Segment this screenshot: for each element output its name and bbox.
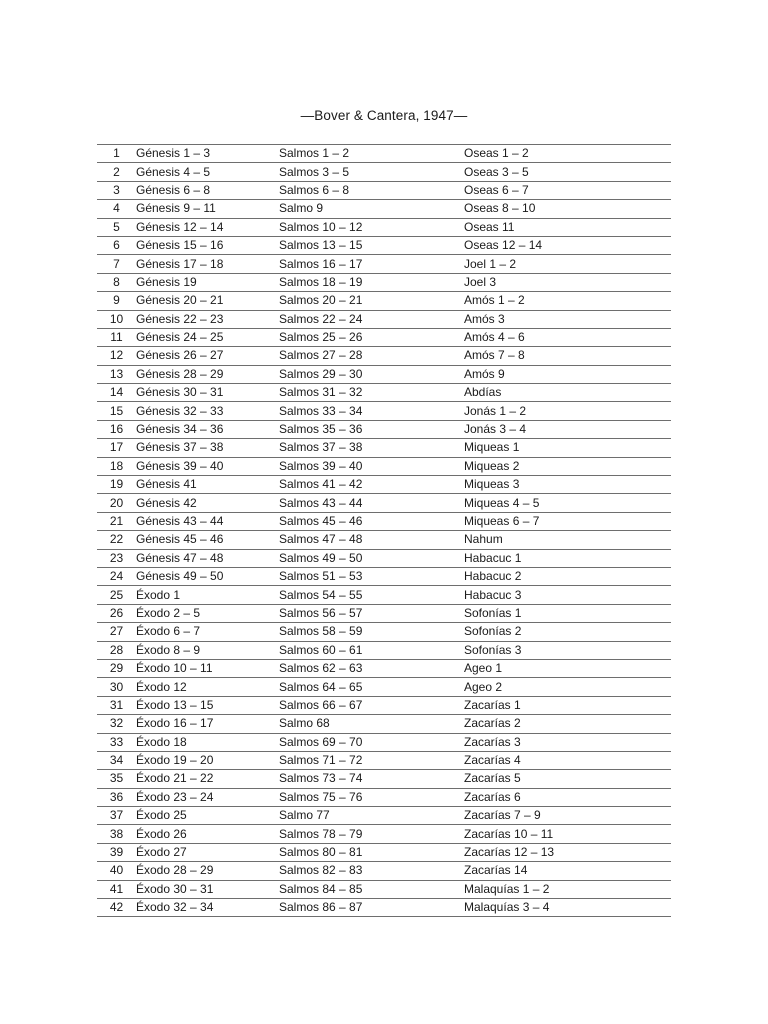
day-number-cell: 42 [97,899,136,917]
day-number-cell: 7 [97,255,136,273]
reading-column-2-cell: Salmos 71 – 72 [279,751,464,769]
day-number-cell: 21 [97,512,136,530]
reading-column-3-cell: Sofonías 2 [464,623,671,641]
reading-column-3-cell: Zacarías 12 – 13 [464,843,671,861]
reading-column-1-cell: Éxodo 2 – 5 [136,604,279,622]
reading-column-3-cell: Habacuc 2 [464,567,671,585]
day-number-cell: 4 [97,200,136,218]
reading-column-3-cell: Oseas 8 – 10 [464,200,671,218]
reading-column-3-cell: Zacarías 2 [464,715,671,733]
reading-column-2-cell: Salmos 45 – 46 [279,512,464,530]
reading-column-2-cell: Salmos 25 – 26 [279,328,464,346]
reading-column-3-cell: Zacarías 4 [464,751,671,769]
table-row [97,347,671,365]
day-number-cell: 17 [97,439,136,457]
reading-column-2-cell: Salmos 84 – 85 [279,880,464,898]
day-number-cell: 8 [97,273,136,291]
day-number-cell: 38 [97,825,136,843]
table-row [97,476,671,494]
reading-column-1-cell: Génesis 6 – 8 [136,181,279,199]
reading-column-3-cell: Zacarías 5 [464,770,671,788]
table-row [97,365,671,383]
reading-column-3-cell: Zacarías 1 [464,696,671,714]
reading-column-3-cell: Oseas 6 – 7 [464,181,671,199]
day-number-cell: 41 [97,880,136,898]
table-row [97,549,671,567]
table-row [97,512,671,530]
day-number-cell: 3 [97,181,136,199]
reading-column-1-cell: Éxodo 19 – 20 [136,751,279,769]
day-number-cell: 30 [97,678,136,696]
day-number-cell: 27 [97,623,136,641]
day-number-cell: 13 [97,365,136,383]
day-number-cell: 18 [97,457,136,475]
table-row [97,328,671,346]
reading-column-3-cell: Zacarías 10 – 11 [464,825,671,843]
reading-column-2-cell: Salmo 77 [279,807,464,825]
reading-column-2-cell: Salmos 66 – 67 [279,696,464,714]
reading-column-2-cell: Salmos 60 – 61 [279,641,464,659]
page-title: —Bover & Cantera, 1947— [300,108,468,123]
table-row [97,696,671,714]
reading-column-3-cell: Ageo 2 [464,678,671,696]
day-number-cell: 40 [97,862,136,880]
reading-column-3-cell: Amós 7 – 8 [464,347,671,365]
table-row [97,733,671,751]
reading-column-2-cell: Salmos 49 – 50 [279,549,464,567]
table-row [97,236,671,254]
day-number-cell: 1 [97,145,136,163]
reading-column-1-cell: Génesis 37 – 38 [136,439,279,457]
reading-column-3-cell: Abdías [464,384,671,402]
reading-column-3-cell: Ageo 1 [464,659,671,677]
day-number-cell: 12 [97,347,136,365]
reading-column-3-cell: Oseas 11 [464,218,671,236]
table-row [97,751,671,769]
table-row [97,181,671,199]
reading-column-3-cell: Miqueas 4 – 5 [464,494,671,512]
reading-column-3-cell: Joel 1 – 2 [464,255,671,273]
reading-column-1-cell: Génesis 43 – 44 [136,512,279,530]
reading-column-2-cell: Salmos 58 – 59 [279,623,464,641]
reading-column-3-cell: Malaquías 3 – 4 [464,899,671,917]
table-row [97,494,671,512]
reading-column-3-cell: Oseas 3 – 5 [464,163,671,181]
reading-column-3-cell: Amós 3 [464,310,671,328]
reading-column-1-cell: Génesis 47 – 48 [136,549,279,567]
reading-column-3-cell: Oseas 12 – 14 [464,236,671,254]
reading-column-1-cell: Génesis 24 – 25 [136,328,279,346]
table-row [97,439,671,457]
day-number-cell: 19 [97,476,136,494]
table-row [97,641,671,659]
reading-column-3-cell: Amós 4 – 6 [464,328,671,346]
reading-column-1-cell: Éxodo 1 [136,586,279,604]
reading-column-2-cell: Salmos 54 – 55 [279,586,464,604]
reading-column-1-cell: Génesis 4 – 5 [136,163,279,181]
reading-column-2-cell: Salmos 1 – 2 [279,145,464,163]
reading-column-1-cell: Éxodo 8 – 9 [136,641,279,659]
reading-column-3-cell: Zacarías 6 [464,788,671,806]
reading-column-1-cell: Génesis 26 – 27 [136,347,279,365]
day-number-cell: 37 [97,807,136,825]
reading-column-3-cell: Malaquías 1 – 2 [464,880,671,898]
reading-column-1-cell: Génesis 28 – 29 [136,365,279,383]
reading-column-2-cell: Salmos 29 – 30 [279,365,464,383]
reading-column-3-cell: Amós 1 – 2 [464,292,671,310]
reading-column-1-cell: Éxodo 26 [136,825,279,843]
day-number-cell: 9 [97,292,136,310]
reading-column-2-cell: Salmo 68 [279,715,464,733]
reading-column-1-cell: Génesis 20 – 21 [136,292,279,310]
reading-column-2-cell: Salmos 39 – 40 [279,457,464,475]
table-row [97,273,671,291]
reading-column-1-cell: Génesis 17 – 18 [136,255,279,273]
reading-column-2-cell: Salmos 33 – 34 [279,402,464,420]
table-row [97,402,671,420]
reading-column-1-cell: Génesis 49 – 50 [136,567,279,585]
reading-column-3-cell: Joel 3 [464,273,671,291]
reading-column-1-cell: Éxodo 25 [136,807,279,825]
reading-column-3-cell: Zacarías 3 [464,733,671,751]
reading-column-2-cell: Salmos 22 – 24 [279,310,464,328]
table-row [97,292,671,310]
table-row [97,457,671,475]
reading-column-1-cell: Éxodo 6 – 7 [136,623,279,641]
reading-column-1-cell: Génesis 12 – 14 [136,218,279,236]
reading-column-1-cell: Éxodo 30 – 31 [136,880,279,898]
day-number-cell: 31 [97,696,136,714]
day-number-cell: 6 [97,236,136,254]
table-row [97,843,671,861]
reading-column-2-cell: Salmos 16 – 17 [279,255,464,273]
reading-column-1-cell: Éxodo 32 – 34 [136,899,279,917]
table-row [97,659,671,677]
reading-column-1-cell: Génesis 34 – 36 [136,420,279,438]
table-row [97,715,671,733]
reading-column-2-cell: Salmos 20 – 21 [279,292,464,310]
day-number-cell: 23 [97,549,136,567]
reading-column-1-cell: Génesis 1 – 3 [136,145,279,163]
table-row [97,200,671,218]
reading-column-1-cell: Éxodo 18 [136,733,279,751]
reading-column-2-cell: Salmos 80 – 81 [279,843,464,861]
reading-column-2-cell: Salmos 82 – 83 [279,862,464,880]
day-number-cell: 10 [97,310,136,328]
reading-column-1-cell: Génesis 42 [136,494,279,512]
day-number-cell: 36 [97,788,136,806]
table-row [97,807,671,825]
reading-column-3-cell: Amós 9 [464,365,671,383]
reading-column-2-cell: Salmos 75 – 76 [279,788,464,806]
reading-column-1-cell: Génesis 19 [136,273,279,291]
reading-column-3-cell: Miqueas 1 [464,439,671,457]
table-row [97,384,671,402]
day-number-cell: 22 [97,531,136,549]
reading-column-2-cell: Salmos 10 – 12 [279,218,464,236]
table-row [97,586,671,604]
reading-column-3-cell: Jonás 3 – 4 [464,420,671,438]
table-row [97,899,671,917]
table-row [97,788,671,806]
reading-column-2-cell: Salmos 31 – 32 [279,384,464,402]
day-number-cell: 26 [97,604,136,622]
reading-column-2-cell: Salmos 41 – 42 [279,476,464,494]
table-row [97,880,671,898]
table-row [97,623,671,641]
reading-column-3-cell: Miqueas 3 [464,476,671,494]
reading-plan-table-body [97,145,671,917]
reading-column-3-cell: Habacuc 3 [464,586,671,604]
reading-column-1-cell: Génesis 39 – 40 [136,457,279,475]
reading-column-1-cell: Génesis 32 – 33 [136,402,279,420]
reading-column-2-cell: Salmos 43 – 44 [279,494,464,512]
day-number-cell: 20 [97,494,136,512]
day-number-cell: 5 [97,218,136,236]
table-row [97,163,671,181]
day-number-cell: 29 [97,659,136,677]
reading-column-3-cell: Sofonías 3 [464,641,671,659]
day-number-cell: 34 [97,751,136,769]
reading-column-3-cell: Zacarías 7 – 9 [464,807,671,825]
reading-column-3-cell: Sofonías 1 [464,604,671,622]
table-row [97,145,671,163]
table-row [97,678,671,696]
reading-column-2-cell: Salmos 47 – 48 [279,531,464,549]
reading-column-2-cell: Salmos 6 – 8 [279,181,464,199]
reading-column-3-cell: Nahum [464,531,671,549]
reading-column-2-cell: Salmo 9 [279,200,464,218]
reading-column-1-cell: Génesis 30 – 31 [136,384,279,402]
day-number-cell: 33 [97,733,136,751]
reading-column-3-cell: Habacuc 1 [464,549,671,567]
table-row [97,825,671,843]
reading-column-2-cell: Salmos 73 – 74 [279,770,464,788]
day-number-cell: 15 [97,402,136,420]
day-number-cell: 24 [97,567,136,585]
reading-column-1-cell: Génesis 9 – 11 [136,200,279,218]
reading-plan-table [97,144,671,917]
reading-column-2-cell: Salmos 78 – 79 [279,825,464,843]
reading-column-2-cell: Salmos 35 – 36 [279,420,464,438]
table-row [97,310,671,328]
table-row [97,604,671,622]
day-number-cell: 14 [97,384,136,402]
table-row [97,218,671,236]
reading-column-2-cell: Salmos 69 – 70 [279,733,464,751]
reading-column-1-cell: Éxodo 28 – 29 [136,862,279,880]
reading-column-2-cell: Salmos 18 – 19 [279,273,464,291]
table-row [97,420,671,438]
day-number-cell: 35 [97,770,136,788]
reading-column-3-cell: Jonás 1 – 2 [464,402,671,420]
reading-column-2-cell: Salmos 13 – 15 [279,236,464,254]
reading-column-1-cell: Éxodo 13 – 15 [136,696,279,714]
reading-column-1-cell: Génesis 41 [136,476,279,494]
reading-column-1-cell: Génesis 22 – 23 [136,310,279,328]
day-number-cell: 16 [97,420,136,438]
reading-column-1-cell: Génesis 15 – 16 [136,236,279,254]
reading-column-3-cell: Miqueas 2 [464,457,671,475]
reading-column-3-cell: Miqueas 6 – 7 [464,512,671,530]
reading-column-3-cell: Zacarías 14 [464,862,671,880]
day-number-cell: 2 [97,163,136,181]
table-row [97,567,671,585]
reading-column-3-cell: Oseas 1 – 2 [464,145,671,163]
day-number-cell: 11 [97,328,136,346]
reading-column-2-cell: Salmos 86 – 87 [279,899,464,917]
reading-column-1-cell: Éxodo 16 – 17 [136,715,279,733]
reading-column-1-cell: Génesis 45 – 46 [136,531,279,549]
reading-column-1-cell: Éxodo 23 – 24 [136,788,279,806]
day-number-cell: 39 [97,843,136,861]
table-row [97,862,671,880]
table-row [97,770,671,788]
reading-column-2-cell: Salmos 37 – 38 [279,439,464,457]
reading-column-2-cell: Salmos 62 – 63 [279,659,464,677]
reading-column-1-cell: Éxodo 21 – 22 [136,770,279,788]
day-number-cell: 25 [97,586,136,604]
table-row [97,531,671,549]
reading-column-1-cell: Éxodo 10 – 11 [136,659,279,677]
reading-column-2-cell: Salmos 3 – 5 [279,163,464,181]
reading-column-2-cell: Salmos 27 – 28 [279,347,464,365]
table-row [97,255,671,273]
day-number-cell: 28 [97,641,136,659]
reading-column-1-cell: Éxodo 12 [136,678,279,696]
reading-column-2-cell: Salmos 51 – 53 [279,567,464,585]
reading-column-2-cell: Salmos 64 – 65 [279,678,464,696]
reading-column-2-cell: Salmos 56 – 57 [279,604,464,622]
reading-column-1-cell: Éxodo 27 [136,843,279,861]
day-number-cell: 32 [97,715,136,733]
